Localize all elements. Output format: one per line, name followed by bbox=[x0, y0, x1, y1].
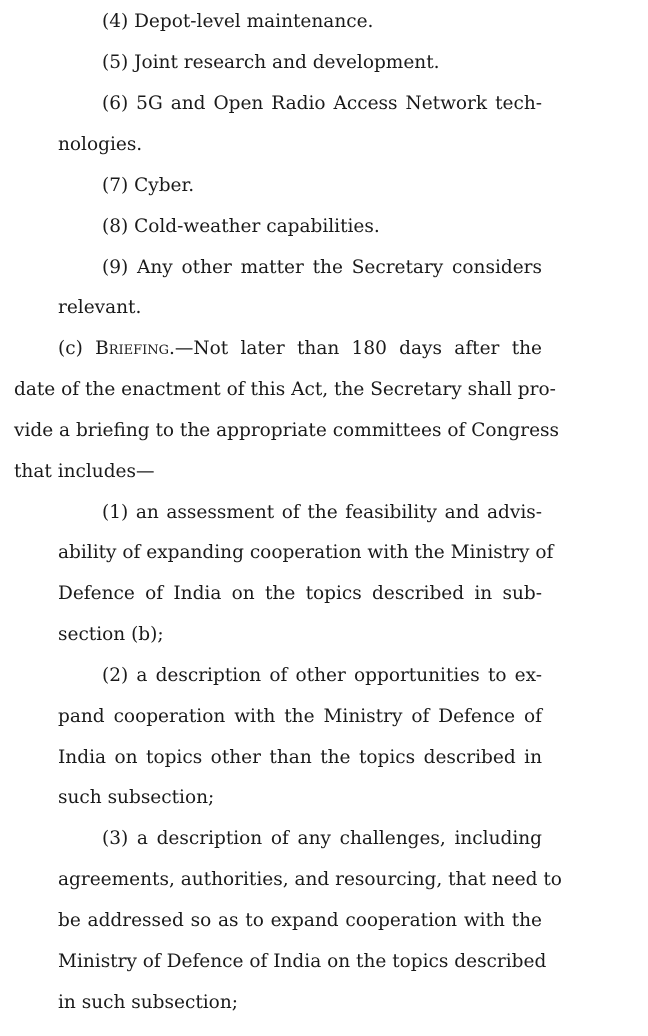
briefing-item-2-line-3: India on topics other than the topics described in bbox=[58, 747, 542, 768]
briefing-item-3-line-1: (3) a description of any challenges, including bbox=[102, 828, 542, 849]
list-item-6-line-2: nologies. bbox=[58, 134, 143, 155]
list-item-5: (5) Joint research and development. bbox=[102, 52, 440, 73]
section-heading-briefing: Briefing bbox=[95, 338, 170, 359]
section-c-text: .—Not later than 180 days after the bbox=[169, 338, 542, 359]
briefing-item-3-line-4: Ministry of Defence of India on the topics described bbox=[58, 951, 547, 972]
section-c-label: (c) bbox=[58, 338, 96, 359]
briefing-item-1-line-2: ability of expanding cooperation with the Ministry of bbox=[58, 542, 554, 563]
briefing-item-1-line-3: Defence of India on the topics described in sub- bbox=[58, 583, 542, 604]
briefing-item-3-line-5: in such subsection; bbox=[58, 992, 238, 1013]
list-item-9-line-2: relevant. bbox=[58, 297, 142, 318]
section-c-line-4: that includes— bbox=[14, 461, 155, 482]
briefing-item-2-line-2: pand cooperation with the Ministry of Defence of bbox=[58, 706, 542, 727]
list-item-6-line-1: (6) 5G and Open Radio Access Network tech- bbox=[102, 93, 542, 114]
briefing-item-3-line-3: be addressed so as to expand cooperation with the bbox=[58, 910, 542, 931]
section-c-line-2: date of the enactment of this Act, the Secretary shall pro- bbox=[14, 379, 556, 400]
briefing-item-3-line-2: agreements, authorities, and resourcing, that need to bbox=[58, 869, 562, 890]
list-item-7: (7) Cyber. bbox=[102, 175, 195, 196]
briefing-item-2-line-1: (2) a description of other opportunities to ex- bbox=[102, 665, 542, 686]
list-item-4: (4) Depot-level maintenance. bbox=[102, 11, 374, 32]
briefing-item-1-line-4: section (b); bbox=[58, 624, 164, 645]
list-item-8: (8) Cold-weather capabilities. bbox=[102, 216, 380, 237]
list-item-9-line-1: (9) Any other matter the Secretary considers bbox=[102, 257, 542, 278]
briefing-item-1-line-1: (1) an assessment of the feasibility and advis- bbox=[102, 502, 542, 523]
briefing-item-2-line-4: such subsection; bbox=[58, 787, 215, 808]
section-c-line-1 bbox=[58, 334, 542, 364]
section-c-line-3: vide a briefing to the appropriate committees of Congress bbox=[14, 420, 560, 441]
